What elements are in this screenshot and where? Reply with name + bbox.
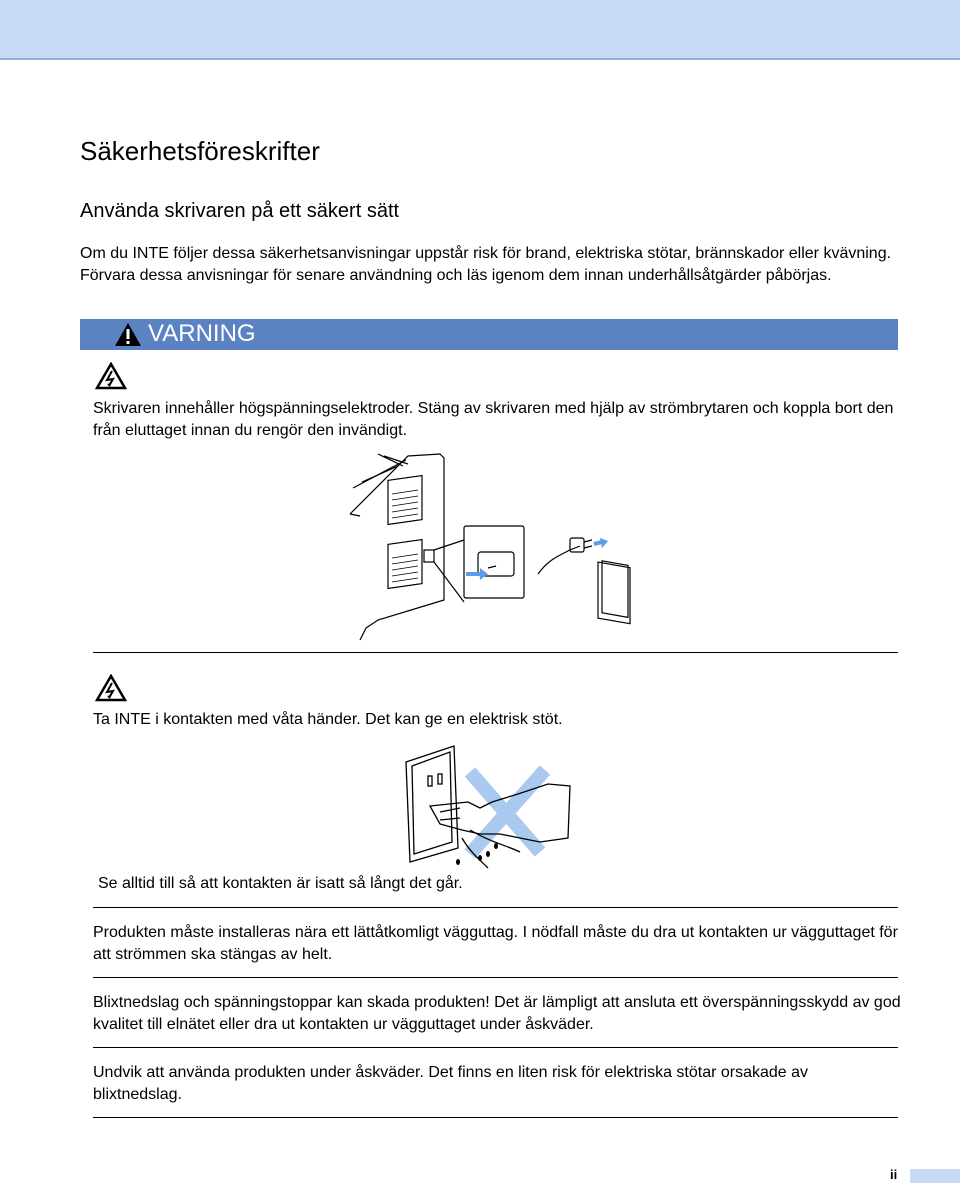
divider-1: [93, 652, 898, 653]
warning-label: VARNING: [148, 320, 256, 347]
section-heading: Använda skrivaren på ett säkert sätt: [80, 200, 400, 222]
high-voltage-warning-icon: [95, 674, 127, 702]
warning-item-thunderstorm: Undvik att använda produkten under åskväder. Det finns en liten risk för elektriska stötar orsakade av blixtnedslag.: [93, 1064, 809, 1103]
wet-hands-prohibited-illustration: [400, 742, 575, 872]
warning-item-lightning: Blixtnedslag och spänningstoppar kan skada produkten! Det är lämpligt att ansluta ett överspänningsskydd av god kvalitet till elnätet eller dra ut kontakten ur vägguttaget under åskväder.: [93, 994, 901, 1033]
page-header-band: [0, 0, 960, 58]
divider-3: [93, 977, 898, 978]
divider-4: [93, 1047, 898, 1048]
page-title: Säkerhetsföreskrifter: [80, 136, 320, 166]
page-number: ii: [890, 1167, 898, 1182]
warning-banner: [80, 319, 898, 350]
warning-item-wet-hands: Ta INTE i kontakten med våta händer. Det kan ge en elektrisk stöt.: [93, 711, 563, 728]
divider-5: [93, 1117, 898, 1118]
page-header-line: [0, 58, 960, 60]
intro-paragraph: Om du INTE följer dessa säkerhetsanvisningar uppstår risk för brand, elektriska stötar, brännskador eller kvävning. Förvara dessa anvisningar för senare användning och läs igenom dem innan underhållsåtgärder påbörjas.: [80, 245, 892, 284]
warning-item-accessible-outlet: Produkten måste installeras nära ett lättåtkomligt vägguttag. I nödfall måste du dra ut kontakten ur vägguttaget för att strömmen ska stängas av helt.: [93, 924, 898, 963]
exclamation-triangle-icon: [114, 322, 142, 347]
warning-item-electrodes: Skrivaren innehåller högspänningselektroder. Stäng av skrivaren med hjälp av strömbrytaren och koppla bort den från eluttaget innan du rengör den invändigt.: [93, 400, 894, 439]
warning-item-plug-inserted: Se alltid till så att kontakten är isatt så långt det går.: [98, 875, 463, 892]
divider-2: [93, 907, 898, 908]
page-footer-band: [910, 1169, 960, 1183]
high-voltage-warning-icon: [95, 362, 127, 390]
printer-unplug-illustration: [348, 452, 648, 642]
